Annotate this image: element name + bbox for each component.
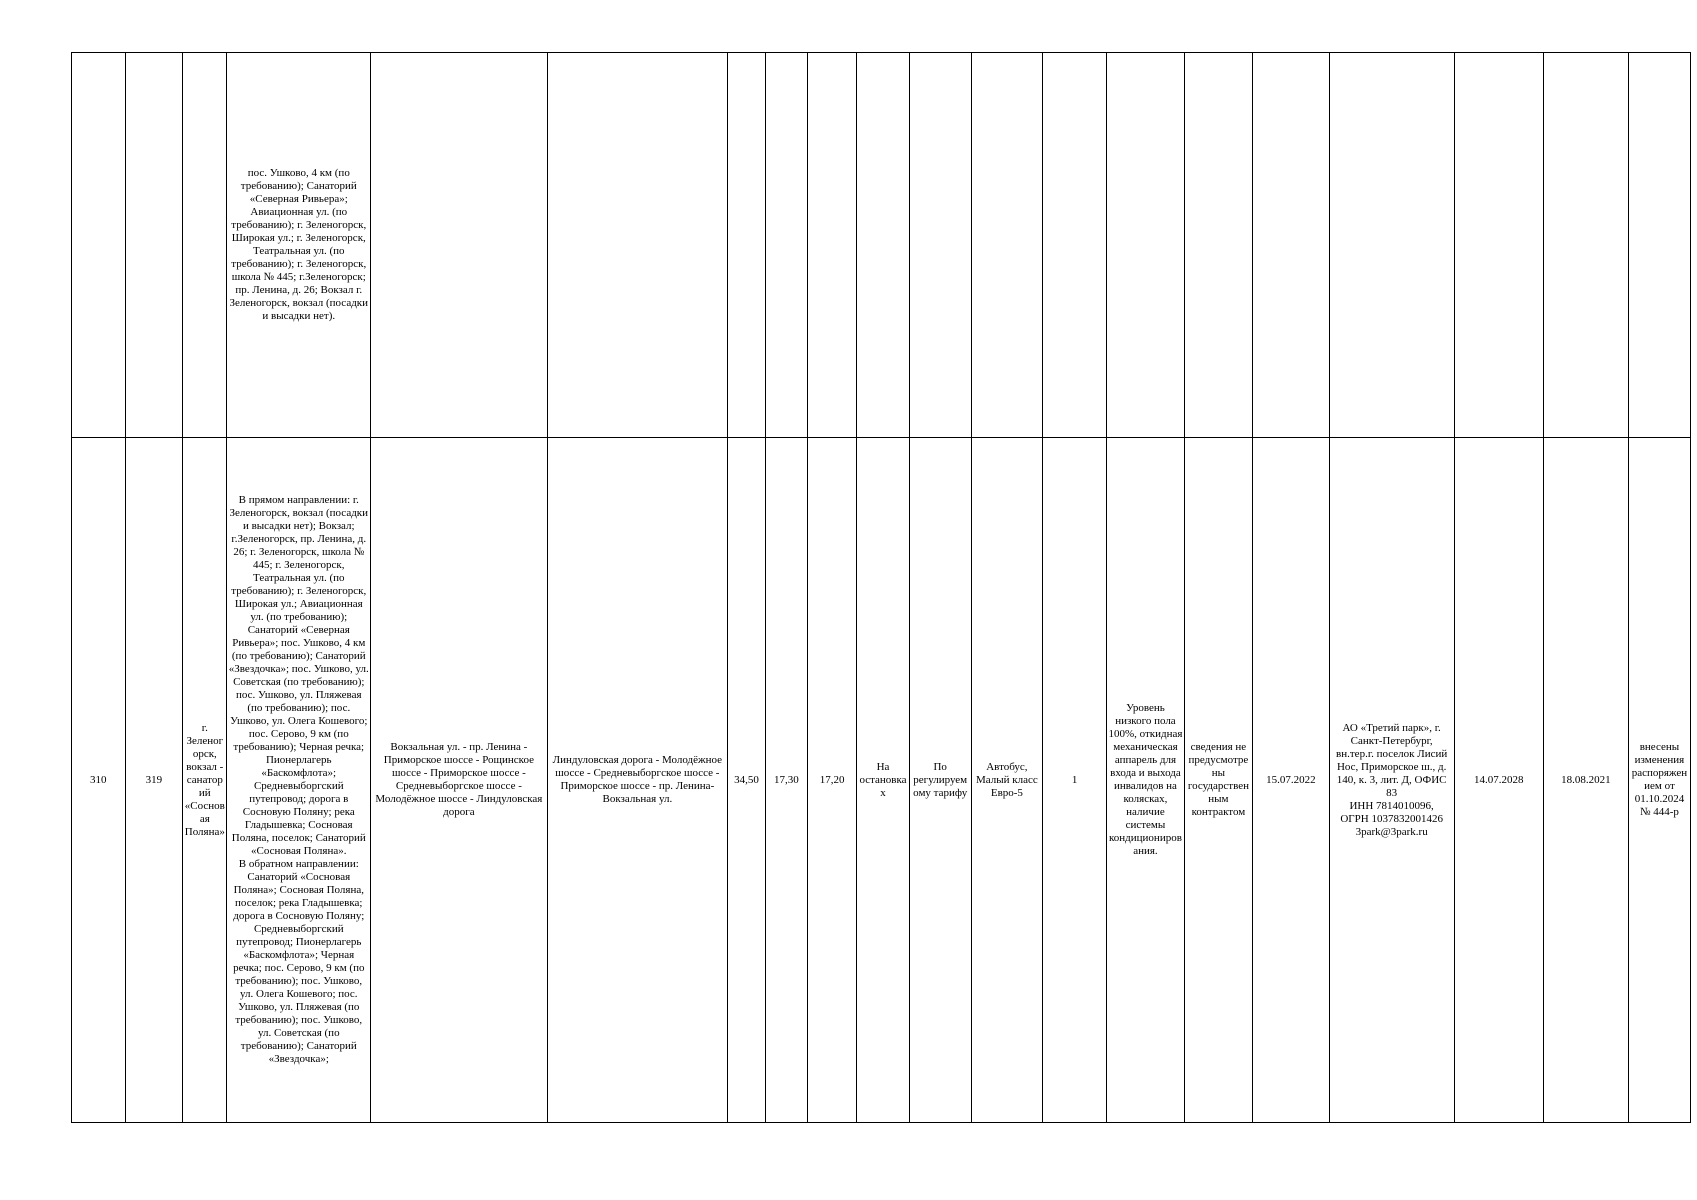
carrier-text: АО «Третий парк», г. Санкт-Петербург, вн.тер.г. поселок Лисий Нос, Приморское ш., д. 140, к. 3, лит. Д, ОФИС 83 ИНН 7814010096, ОГРН 1037832001426 3park@3park.ru <box>1336 721 1448 838</box>
cell-date-a <box>1454 53 1543 438</box>
cell-boarding: На остановках <box>857 438 909 1123</box>
cell-date-b: 18.08.2021 <box>1543 438 1628 1123</box>
stops-text: В прямом направлении: г. Зеленогорск, вокзал (посадки и высадки нет); Вокзал; г.Зеленогорск, пр. Ленина, д. 26; г. Зеленогорск, школа № 445; г. Зеленогорск, Театральная ул. (по требованию); г. Зеленогорск, Широкая ул.; Авиационная ул. (по требованию); Санаторий «Северная Ривьера»; пос. Ушково, 4 км (по требованию); Санаторий «Звездочка»; пос. Ушково, ул. Советская (по требованию); пос. Ушково, ул. Пляжевая (по требованию); пос. Ушково, ул. Олега Кошевого; пос. Серово, 9 км (по требованию); Черная речка; Пионерлагерь «Баскомфлота»; Средневыборгский путепровод; дорога в Сосновую Поляну; река Гладышевка; Сосновая Поляна, поселок; Санаторий «Сосновая Поляна». В обратном направлении: Санаторий «Сосновая Поляна»; Сосновая Поляна, поселок; река Гладышевка; дорога в Сосновую Поляну; Средневыборгский путепровод; Пионерлагерь «Баскомфлота»; Черная речка; пос. Серово, 9 км (по требованию); пос. Ушково, ул. Олега Кошевого; пос. Ушково, ул. Пляжевая (по требованию); пос. Ушково, ул. Советская (по требованию); Санаторий «Звездочка»; <box>228 494 369 1065</box>
cell-reg-number <box>72 53 126 438</box>
cell-tariff: По регулируемому тарифу <box>909 438 971 1123</box>
cell-start-date: 15.07.2022 <box>1253 438 1330 1123</box>
route-register-table <box>71 52 1691 1123</box>
cell-route-number: 319 <box>125 438 183 1123</box>
cell-route-name: г. Зеленогорск, вокзал - санаторий «Сосновая Поляна» <box>183 438 227 1123</box>
cell-date-a: 14.07.2028 <box>1454 438 1543 1123</box>
cell-streets-forward: Вокзальная ул. - пр. Ленина - Приморское шоссе - Рощинское шоссе - Приморское шоссе - Средневыборгское шоссе - Молодёжное шоссе - Линдуловская дорога <box>371 438 547 1123</box>
cell-start-date <box>1253 53 1330 438</box>
cell-col9 <box>807 53 856 438</box>
cell-streets-backward: Линдуловская дорога - Молодёжное шоссе - Средневыборгское шоссе - Приморское шоссе - пр. Ленина- Вокзальная ул. <box>547 438 728 1123</box>
cell-tariff <box>909 53 971 438</box>
cell-col9: 17,20 <box>807 438 856 1123</box>
table-row <box>72 53 1691 438</box>
cell-contract <box>1184 53 1252 438</box>
cell-length-forward <box>728 53 766 438</box>
cell-contract: сведения не предусмотрены государственным контрактом <box>1184 438 1252 1123</box>
cell-characteristics: Уровень низкого пола 100%, откидная механическая аппарель для входа и выхода инвалидов на колясках, наличие системы кондиционирования. <box>1107 438 1185 1123</box>
cell-streets-forward <box>371 53 547 438</box>
cell-route-number <box>125 53 183 438</box>
cell-boarding <box>857 53 909 438</box>
cell-date-b <box>1543 53 1628 438</box>
cell-length-backward: 17,30 <box>765 438 807 1123</box>
cell-stops <box>227 53 371 438</box>
stops-text: пос. Ушково, 4 км (по требованию); Санаторий «Северная Ривьера»; Авиационная ул. (по требованию); г. Зеленогорск, Широкая ул.; г. Зеленогорск, Театральная ул. (по требованию); г. Зеленогорск, школа № 445; г.Зеленогорск; пр. Ленина, д. 26; Вокзал г. Зеленогорск, вокзал (посадки и высадки нет). <box>229 167 371 322</box>
cell-characteristics <box>1107 53 1185 438</box>
cell-reg-number: 310 <box>72 438 126 1123</box>
cell-streets-backward <box>547 53 728 438</box>
cell-changes: внесены изменения распоряжением от 01.10.2024 № 444-р <box>1628 438 1690 1123</box>
cell-count: 1 <box>1043 438 1107 1123</box>
cell-stops <box>227 438 371 1123</box>
table-row <box>72 438 1691 1123</box>
cell-route-name <box>183 53 227 438</box>
cell-count <box>1043 53 1107 438</box>
cell-length-forward: 34,50 <box>728 438 766 1123</box>
cell-vehicle <box>971 53 1042 438</box>
cell-vehicle: Автобус, Малый класс Евро-5 <box>971 438 1042 1123</box>
cell-changes <box>1628 53 1690 438</box>
cell-carrier <box>1329 53 1454 438</box>
cell-length-backward <box>765 53 807 438</box>
cell-carrier <box>1329 438 1454 1123</box>
